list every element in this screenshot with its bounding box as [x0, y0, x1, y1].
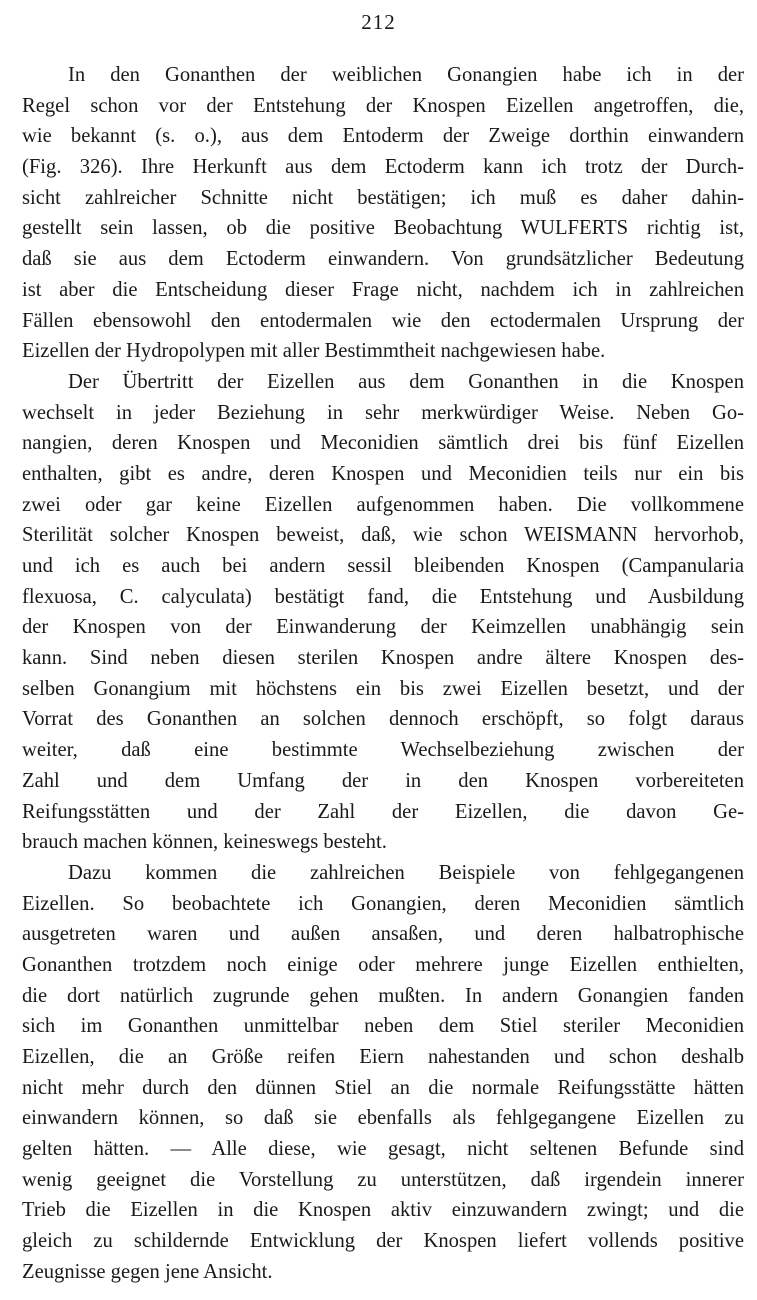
text-line: weiter, daß eine bestimmte Wechselbeziehung zwischen der [22, 739, 744, 762]
text-line: wenig geeignet die Vorstellung zu unterstützen, daß irgendein innerer [22, 1168, 744, 1191]
text-line: gleich zu schildernde Entwicklung der Knospen liefert vollends positive [22, 1230, 744, 1253]
text-line: Regel schon vor der Entstehung der Knospen Eizellen angetroffen, die, [22, 94, 744, 117]
text-line: brauch machen können, keineswegs besteht. [22, 831, 387, 854]
text-line: Zeugnisse gegen jene Ansicht. [22, 1260, 273, 1283]
text-line: kann. Sind neben diesen sterilen Knospen andre ältere Knospen des- [22, 647, 744, 670]
text-line: Zahl und dem Umfang der in den Knospen vorbereiteten [22, 769, 744, 792]
text-line: Eizellen der Hydropolypen mit aller Bestimmtheit nachgewiesen habe. [22, 340, 606, 363]
text-line: Gonanthen trotzdem noch einige oder mehrere junge Eizellen enthielten, [22, 953, 744, 976]
text-line: einwandern können, so daß sie ebenfalls als fehlgegangene Eizellen zu [22, 1107, 744, 1130]
text-line: Dazu kommen die zahlreichen Beispiele von fehlgegangenen [68, 861, 744, 884]
page-number: 212 [361, 10, 396, 34]
text-line: Der Übertritt der Eizellen aus dem Gonanthen in die Knospen [68, 370, 744, 393]
text-line: Vorrat des Gonanthen an solchen dennoch erschöpft, so folgt daraus [22, 708, 744, 731]
text-line: nangien, deren Knospen und Meconidien sämtlich drei bis fünf Eizellen [22, 432, 744, 455]
text-line: Eizellen. So beobachtete ich Gonangien, deren Meconidien sämtlich [22, 892, 744, 915]
text-line: Eizellen, die an Größe reifen Eiern nahestanden und schon deshalb [22, 1046, 744, 1068]
text-line: die dort natürlich zugrunde gehen mußten. In andern Gonangien fanden [22, 984, 744, 1007]
text-line: Fällen ebensowohl den entodermalen wie den ectodermalen Ursprung der [22, 309, 744, 332]
text-line: Trieb die Eizellen in die Knospen aktiv einzuwandern zwingt; und die [22, 1199, 744, 1222]
text-line: wechselt in jeder Beziehung in sehr merkwürdiger Weise. Neben Go- [22, 401, 744, 424]
text-line: wie bekannt (s. o.), aus dem Entoderm der Zweige dorthin einwandern [22, 125, 744, 148]
text-line: Sterilität solcher Knospen beweist, daß, wie schon WEISMANN hervorhob, [22, 524, 744, 547]
text-line: enthalten, gibt es andre, deren Knospen und Meconidien teils nur ein bis [22, 462, 744, 485]
body-text [22, 60, 744, 1288]
text-line: flexuosa, C. calyculata) bestätigt fand, die Entstehung und Ausbildung [22, 585, 744, 608]
text-line: selben Gonangium mit höchstens ein bis zwei Eizellen besetzt, und der [22, 677, 744, 700]
text-line: sicht zahlreicher Schnitte nicht bestätigen; ich muß es daher dahin- [22, 186, 744, 209]
text-line: Reifungsstätten und der Zahl der Eizellen, die davon Ge- [22, 800, 744, 823]
text-line: und ich es auch bei andern sessil bleibenden Knospen (Campanularia [22, 555, 744, 577]
text-line: gelten hätten. — Alle diese, wie gesagt, nicht seltenen Befunde sind [22, 1138, 744, 1161]
text-line: In den Gonanthen der weiblichen Gonangien habe ich in der [68, 64, 744, 86]
text-line: (Fig. 326). Ihre Herkunft aus dem Ectoderm kann ich trotz der Durch- [22, 156, 744, 179]
text-line: nicht mehr durch den dünnen Stiel an die normale Reifungsstätte hätten [22, 1076, 744, 1099]
text-line: ist aber die Entscheidung dieser Frage nicht, nachdem ich in zahlreichen [22, 278, 744, 301]
text-line: gestellt sein lassen, ob die positive Beobachtung WULFERTS richtig ist, [22, 217, 744, 240]
text-line: ausgetreten waren und außen ansaßen, und deren halbatrophische [22, 923, 744, 946]
text-line: daß sie aus dem Ectoderm einwandern. Von grundsätzlicher Bedeutung [22, 248, 744, 271]
text-line: zwei oder gar keine Eizellen aufgenommen haben. Die vollkommene [22, 493, 744, 516]
text-line: der Knospen von der Einwanderung der Keimzellen unabhängig sein [22, 616, 744, 639]
text-line: sich im Gonanthen unmittelbar neben dem Stiel steriler Meconidien [22, 1015, 744, 1038]
